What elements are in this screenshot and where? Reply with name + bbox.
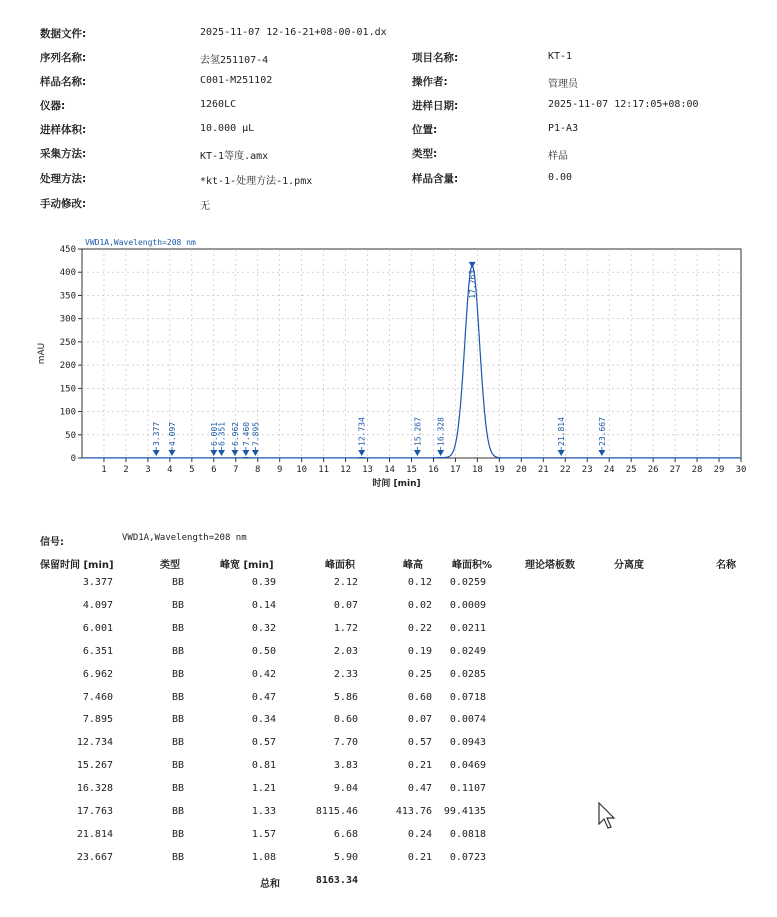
data-file-label: 数据文件: (40, 28, 87, 40)
cell-area: 0.60 (333, 714, 358, 726)
cell-type: BB (172, 737, 185, 749)
cell-height: 0.02 (407, 599, 432, 611)
cell-area-pct: 0.1107 (449, 783, 486, 795)
x-tick-label: 20 (515, 465, 527, 475)
peak-label: 4.097 (167, 421, 177, 446)
cell-height: 0.24 (407, 828, 432, 840)
type-label: 类型: (412, 148, 438, 160)
peak-label: 23.667 (597, 417, 607, 446)
cell-retention-time: 16.328 (76, 783, 113, 795)
peak-label: 12.734 (357, 417, 367, 446)
data-file-value: 2025-11-07 12-16-21+08-00-01.dx (200, 27, 387, 38)
position-label: 位置: (412, 124, 438, 136)
cell-area-pct: 0.0009 (449, 599, 486, 611)
cell-area-pct: 0.0943 (449, 737, 486, 749)
y-axis-label: mAU (37, 342, 47, 365)
x-tick-label: 21 (537, 465, 549, 475)
cell-peak-width: 1.21 (251, 783, 276, 795)
cell-type: BB (172, 622, 185, 634)
cell-retention-time: 17.763 (76, 806, 113, 817)
cell-type: BB (172, 828, 185, 840)
peak-label: 17.763 (468, 269, 478, 299)
cell-retention-time: 23.667 (76, 851, 113, 863)
y-tick-label: 450 (59, 245, 76, 255)
sequence-name-label: 序列名称: (40, 52, 87, 64)
cell-area: 3.83 (333, 760, 358, 772)
cell-area-pct: 0.0718 (449, 691, 486, 703)
y-tick-label: 100 (59, 407, 76, 418)
cell-area: 8115.46 (315, 806, 358, 817)
peak-label: 7.895 (251, 421, 261, 446)
operator-value: 管理员 (548, 79, 578, 90)
cell-peak-width: 0.57 (251, 737, 276, 749)
cell-retention-time: 4.097 (82, 599, 113, 611)
x-tick-label: 2 (123, 465, 129, 475)
peak-marker (242, 450, 249, 456)
peak-label: 6.001 (209, 421, 219, 446)
cell-area: 5.90 (333, 851, 358, 863)
header-plates: 理论塔板数 (525, 560, 575, 571)
cell-type: BB (172, 599, 185, 611)
cell-area-pct: 0.0211 (449, 622, 486, 634)
cell-retention-time: 15.267 (76, 760, 113, 772)
peak-marker (558, 450, 565, 456)
x-tick-label: 26 (647, 465, 659, 475)
x-tick-label: 8 (255, 465, 261, 475)
manual-edit-label: 手动修改: (40, 198, 87, 210)
header-type: 类型 (160, 560, 180, 571)
cell-retention-time: 6.962 (82, 668, 113, 680)
cell-peak-width: 0.39 (251, 577, 276, 588)
cell-area-pct: 0.0285 (449, 668, 486, 680)
cell-type: BB (172, 577, 185, 588)
x-tick-label: 1 (101, 465, 107, 475)
cell-peak-width: 1.57 (251, 828, 276, 840)
peak-marker (414, 450, 421, 456)
peak-label: 15.267 (413, 417, 423, 446)
header-name: 名称 (716, 560, 736, 571)
cell-type: BB (172, 783, 185, 795)
cell-height: 0.47 (407, 783, 432, 795)
signal-label: 信号: (40, 537, 64, 548)
x-tick-label: 27 (669, 465, 681, 475)
cell-area-pct: 99.4135 (443, 806, 486, 817)
cell-retention-time: 12.734 (76, 737, 113, 749)
x-tick-label: 30 (735, 465, 747, 475)
cell-area: 6.68 (333, 828, 358, 840)
header-height: 峰高 (403, 560, 423, 571)
x-tick-label: 22 (559, 465, 571, 475)
sample-name-label: 样品名称: (40, 76, 87, 88)
cell-peak-width: 0.34 (251, 714, 276, 726)
cell-peak-width: 0.42 (251, 668, 276, 680)
x-tick-label: 18 (471, 465, 483, 475)
mouse-cursor-icon (598, 802, 616, 830)
cell-peak-width: 0.50 (251, 645, 276, 657)
x-tick-label: 19 (493, 465, 505, 475)
cell-area-pct: 0.0249 (449, 645, 486, 657)
injection-volume-label: 进样体积: (40, 124, 87, 136)
cell-area: 2.33 (333, 668, 358, 680)
cell-retention-time: 6.001 (82, 622, 113, 634)
cell-area-pct: 0.0074 (449, 714, 486, 726)
peak-marker (358, 450, 365, 456)
manual-edit-value: 无 (200, 201, 210, 212)
cell-area: 7.70 (333, 737, 358, 749)
peak-marker (437, 450, 444, 456)
cell-height: 0.19 (407, 645, 432, 657)
x-tick-label: 7 (233, 465, 239, 475)
peak-label: 21.814 (557, 417, 567, 446)
peak-marker (218, 450, 225, 456)
cell-area-pct: 0.0259 (449, 577, 486, 588)
cell-height: 0.60 (407, 691, 432, 703)
x-tick-label: 3 (145, 465, 151, 475)
cell-area-pct: 0.0818 (449, 828, 486, 840)
cell-height: 0.25 (407, 668, 432, 680)
x-tick-label: 6 (211, 465, 217, 475)
y-tick-label: 0 (70, 454, 76, 464)
acq-method-label: 采集方法: (40, 148, 87, 160)
cell-area: 0.07 (333, 599, 358, 611)
cell-height: 0.07 (407, 714, 432, 726)
x-tick-label: 29 (713, 465, 725, 475)
peak-label: 3.377 (152, 421, 162, 446)
cell-type: BB (172, 714, 185, 726)
cell-type: BB (172, 668, 185, 680)
cell-height: 413.76 (395, 806, 432, 817)
position-value: P1-A3 (548, 123, 579, 134)
y-tick-label: 400 (59, 268, 76, 279)
injection-date-value: 2025-11-07 12:17:05+08:00 (548, 99, 699, 110)
injection-volume-value: 10.000 µL (200, 123, 255, 134)
peak-marker (153, 450, 160, 456)
instrument-label: 仪器: (40, 100, 66, 112)
y-tick-label: 250 (59, 337, 76, 348)
cell-retention-time: 6.351 (82, 645, 113, 657)
x-tick-label: 10 (296, 465, 308, 475)
x-tick-label: 23 (581, 465, 593, 475)
cell-area-pct: 0.0469 (449, 760, 486, 772)
peak-marker (210, 450, 217, 456)
cell-type: BB (172, 851, 185, 863)
x-tick-label: 17 (450, 465, 461, 475)
y-tick-label: 50 (65, 430, 76, 441)
x-tick-label: 28 (691, 465, 703, 475)
peak-marker (598, 450, 605, 456)
project-name-value: KT-1 (548, 51, 573, 62)
x-tick-label: 15 (406, 465, 417, 475)
cell-type: BB (172, 691, 185, 703)
x-tick-label: 24 (603, 465, 615, 475)
chart-title: VWD1A,Wavelength=208 nm (85, 238, 196, 247)
x-tick-label: 12 (340, 465, 352, 475)
x-tick-label: 5 (189, 465, 195, 475)
peak-label: 16.328 (436, 417, 446, 446)
x-tick-label: 9 (276, 465, 283, 475)
cell-peak-width: 0.32 (251, 622, 276, 634)
cell-retention-time: 21.814 (76, 828, 113, 840)
header-resolution: 分离度 (614, 560, 644, 571)
peak-label: 7.460 (241, 421, 251, 446)
cell-area: 2.12 (333, 577, 358, 588)
y-tick-label: 300 (59, 314, 76, 325)
sample-amount-label: 样品含量: (412, 173, 459, 185)
total-area-value: 8163.34 (315, 875, 358, 886)
x-tick-label: 16 (428, 465, 439, 475)
cell-peak-width: 1.08 (251, 851, 276, 863)
peak-label: 6.351 (217, 421, 227, 446)
x-tick-label: 14 (384, 465, 395, 475)
y-tick-label: 350 (59, 291, 76, 302)
cell-type: BB (172, 806, 185, 817)
header-peak-width: 峰宽 [min] (220, 560, 274, 571)
cell-height: 0.21 (407, 851, 432, 863)
type-value: 样品 (548, 151, 568, 162)
cell-retention-time: 7.895 (82, 714, 113, 726)
cell-retention-time: 3.377 (82, 577, 113, 588)
cell-height: 0.22 (407, 622, 432, 634)
cell-peak-width: 0.47 (251, 691, 276, 703)
cell-area: 2.03 (333, 645, 358, 657)
sample-amount-value: 0.00 (548, 172, 573, 183)
peak-marker (231, 450, 238, 456)
x-tick-label: 11 (318, 465, 330, 475)
signal-value: VWD1A,Wavelength=208 nm (122, 533, 247, 543)
x-tick-label: 4 (167, 465, 173, 475)
y-tick-label: 200 (59, 361, 76, 372)
x-tick-label: 13 (362, 465, 373, 475)
cell-height: 0.57 (407, 737, 432, 749)
header-area: 峰面积 (325, 560, 355, 571)
sequence-name-value: 去氢251107-4 (200, 55, 269, 66)
cell-retention-time: 7.460 (82, 691, 113, 703)
peak-marker (168, 450, 175, 456)
x-tick-label: 25 (625, 465, 637, 475)
cell-peak-width: 0.14 (251, 599, 276, 611)
total-label: 总和 (260, 879, 280, 890)
cell-area: 9.04 (333, 783, 358, 795)
y-tick-label: 150 (59, 384, 76, 395)
operator-label: 操作者: (412, 76, 448, 88)
cell-type: BB (172, 645, 185, 657)
cell-height: 0.21 (407, 760, 432, 772)
header-retention-time: 保留时间 [min] (40, 560, 114, 571)
proc-method-value: *kt-1-处理方法-1.pmx (200, 176, 313, 187)
cell-peak-width: 0.81 (251, 760, 276, 772)
header-area-pct: 峰面积% (452, 560, 493, 571)
proc-method-label: 处理方法: (40, 173, 87, 185)
cell-area-pct: 0.0723 (449, 851, 486, 863)
project-name-label: 项目名称: (412, 52, 459, 64)
injection-date-label: 进样日期: (412, 100, 459, 112)
cell-area: 5.86 (333, 691, 358, 703)
peak-marker (469, 262, 476, 268)
acq-method-value: KT-1等度.amx (200, 151, 269, 162)
sample-name-value: C001-M251102 (200, 75, 273, 86)
cell-height: 0.12 (407, 577, 432, 588)
cell-area: 1.72 (333, 622, 358, 634)
cell-type: BB (172, 760, 185, 772)
x-axis-label: 时间 [min] (372, 479, 421, 489)
instrument-value: 1260LC (200, 99, 237, 110)
cell-peak-width: 1.33 (251, 806, 276, 817)
peak-label: 6.962 (230, 421, 240, 446)
